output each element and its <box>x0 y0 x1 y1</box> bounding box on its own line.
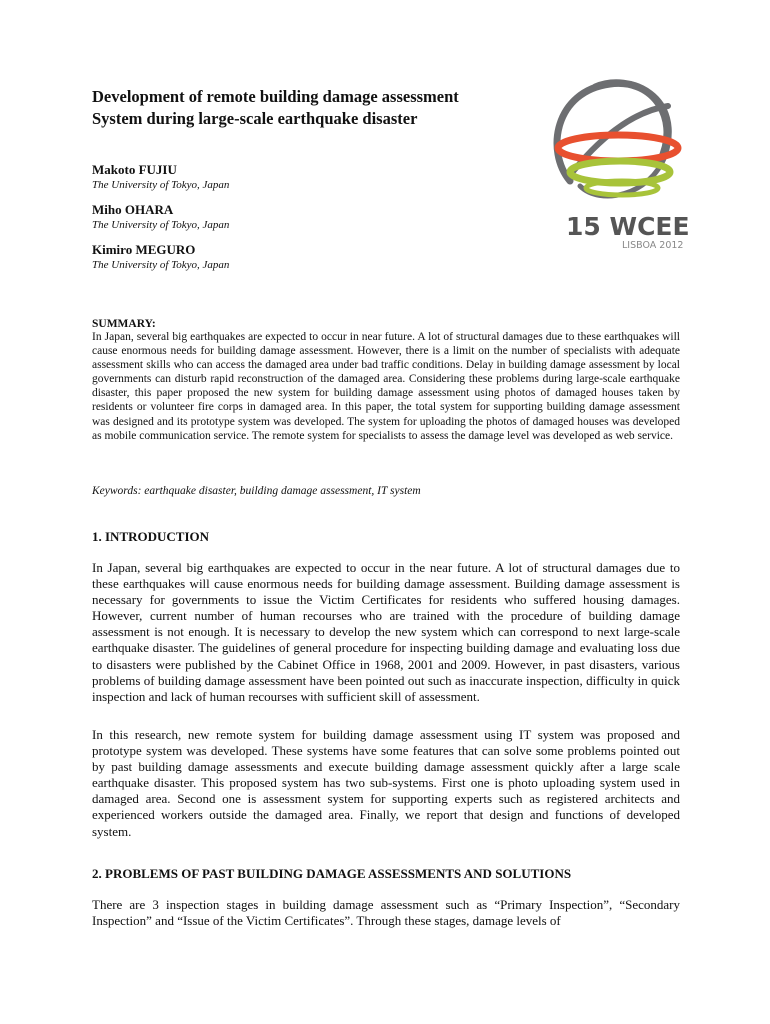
section-heading: 2. PROBLEMS OF PAST BUILDING DAMAGE ASSESSMENTS AND SOLUTIONS <box>92 866 572 881</box>
conference-logo <box>540 66 690 252</box>
title-line-2: System during large-scale earthquake disaster <box>92 109 418 128</box>
keywords: Keywords: earthquake disaster, building damage assessment, IT system <box>92 485 421 497</box>
title-line-1: Development of remote building damage assessment <box>92 87 459 106</box>
author-name: Miho OHARA <box>92 202 174 217</box>
globe-icon <box>540 66 690 216</box>
author-affiliation: The University of Tokyo, Japan <box>92 259 230 271</box>
body-paragraph: In this research, new remote system for building damage assessment using IT system was proposed and prototype system was developed. These systems have some features that can solve some problems pointed out by past building damage assessments and execute building damage assessment quickly after a large scale earthquake disaster. This proposed system has two sub-systems. First one is photo uploading system used in damaged area. Second one is assessment system for supporting experts such as registered architects and experienced workers outside the damaged area. Finally, we report that design and functions of developed system. <box>92 727 680 839</box>
author-affiliation: The University of Tokyo, Japan <box>92 179 230 191</box>
section-heading: 1. INTRODUCTION <box>92 529 210 544</box>
logo-wordmark: 15 WCEE <box>566 212 690 241</box>
body-paragraph: In Japan, several big earthquakes are expected to occur in the near future. A lot of structural damages due to these earthquakes will cause enormous needs for building damage assessment. Building damage assessment is necessary for governments to issue the Victim Certificates for residents who suffered housing damages. However, current number of human recourses who are trained with the procedure of building damage assessment is not enough. It is necessary to develop the new system which can correspond to next large-scale earthquake disaster. The guidelines of general procedure for inspecting building damage and evaluating loss due to disasters were published by the Cabinet Office in 1968, 2001 and 2009. However, in past disasters, various problems of building damage assessment have been pointed out such as inaccurate inspection, difficulty in quick inspection and lack of human recourses with sufficient skill of assessment. <box>92 560 680 704</box>
paper-title <box>92 86 532 130</box>
author-name: Makoto FUJIU <box>92 162 177 177</box>
author-name: Kimiro MEGURO <box>92 242 196 257</box>
logo-subtitle: LISBOA 2012 <box>622 240 684 251</box>
body-paragraph: There are 3 inspection stages in building damage assessment such as “Primary Inspection”, “Secondary Inspection” and “Issue of the Victim Certificates”. Through these stages, damage levels of <box>92 897 680 929</box>
summary-text: In Japan, several big earthquakes are expected to occur in near future. A lot of structural damages due to these earthquakes will cause enormous needs for building damage assessment. However, there is a limit on the number of specialists with adequate assessment skills who can access the damaged area under bad traffic conditions. Delay in building damage assessment by local governments can disturb rapid reconstruction of the damaged area. Considering these problems during large-scale earthquake disaster, this paper proposed the new system for building damage assessment using photos of damaged houses taken by residents or volunteer fire corps in damaged area. In this paper, the total system for supporting building damage assessment was designed and its prototype system was developed. The system for uploading the photos of damaged houses was developed as mobile communication service. The remote system for specialists to assess the damage level was developed as web service. <box>92 331 680 442</box>
author-affiliation: The University of Tokyo, Japan <box>92 219 230 231</box>
summary-heading: SUMMARY: <box>92 318 156 330</box>
